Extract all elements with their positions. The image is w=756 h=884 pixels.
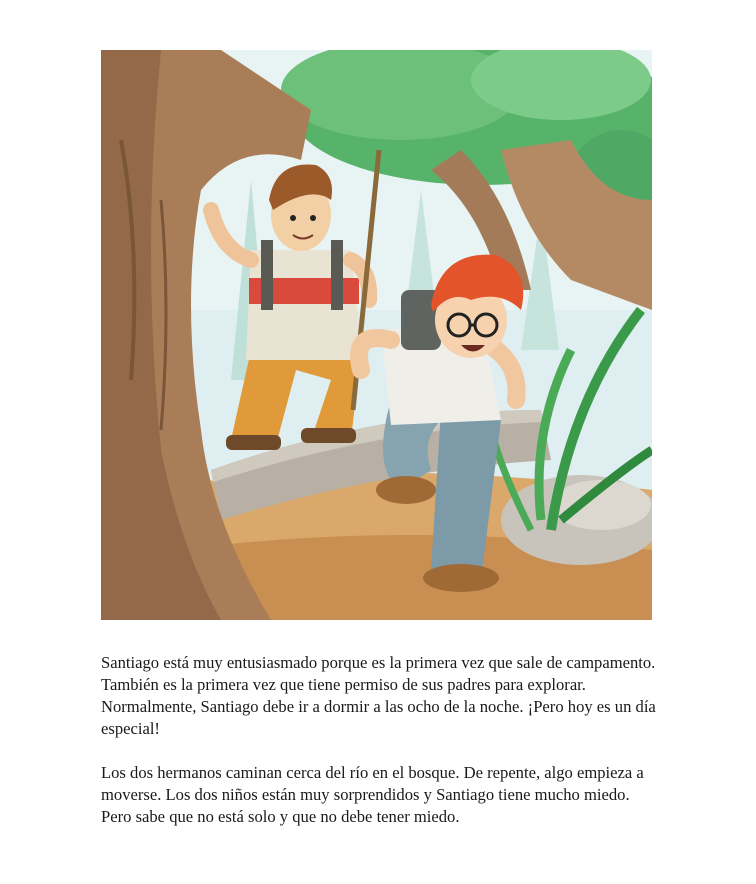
- story-illustration: [101, 50, 652, 620]
- story-paragraph-1: Santiago está muy entusiasmado porque es la primera vez que sale de campamento. También es la primera vez que tiene permiso de sus padres para explorar. Normalmente, Santiago debe ir a dormir a las ocho de la noche. ¡Pero hoy es un día especial!: [101, 653, 656, 738]
- story-text: [101, 652, 661, 850]
- story-paragraph-2: Los dos hermanos caminan cerca del río en el bosque. De repente, algo empieza a moverse. Los dos niños están muy sorprendidos y Santiago tiene mucho miedo. Pero sabe que no está solo y que no debe tener miedo.: [101, 763, 644, 826]
